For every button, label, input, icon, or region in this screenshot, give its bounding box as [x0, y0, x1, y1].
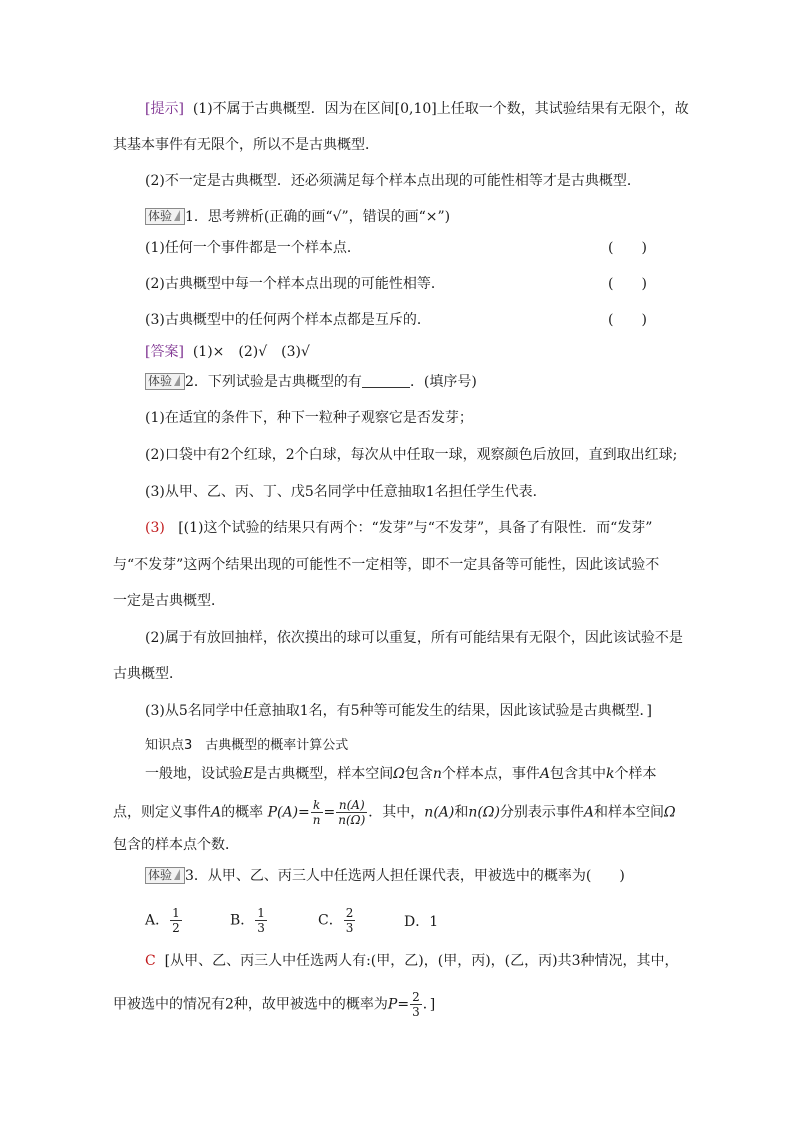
- exercise-2-solution-5: 古典概型．: [113, 666, 183, 682]
- hint-tag: [提示]: [145, 101, 184, 117]
- exercise-2-item-1: (1)在适宜的条件下，种下一粒种子观察它是否发芽；: [145, 410, 473, 426]
- exercise-1-item-1: (1)任何一个事件都是一个样本点．: [145, 240, 361, 256]
- exercise-2-title: 2．下列试验是古典概型的有: [185, 374, 362, 390]
- exercise-1-answer: [145, 342, 310, 362]
- exercise-badge: 体验: [145, 208, 185, 225]
- solution-text: [(1)这个试验的结果只有两个：“发芽”与“不发芽”，具备了有限性．而“发芽”: [178, 520, 653, 536]
- hint-text-1: (1)不属于古典概型．因为在区间[0,10]上任取一个数，其试验结果有无限个，故: [192, 101, 689, 117]
- fraction-k-over-n: $\frac{k}{n}$: [312, 798, 321, 827]
- answer-tag: [答案]: [145, 344, 184, 360]
- hint-line-3: (2)不一定是古典概型．还必须满足每个样本点出现的可能性相等才是古典概型．: [145, 173, 641, 189]
- triangle-icon: [174, 210, 180, 221]
- exercise-2-suffix: ．(填序号): [409, 374, 477, 390]
- exercise-3-solution-2: 甲被选中的情况有2种，故甲被选中的概率为P= $\frac{2}{3}$ ．]: [113, 990, 436, 1019]
- fraction-2-3: $\frac{2}{3}$: [412, 990, 420, 1019]
- answer-key: C: [145, 953, 156, 969]
- formula-intro-line-1: 一般地，设试验E是古典概型，样本空间Ω包含n个样本点，事件A包含其中k个样本: [145, 766, 657, 782]
- exercise-1-title: 1．思考辨析(正确的画“√”，错误的画“×”): [185, 209, 451, 225]
- answer-blank-paren: ( ): [608, 312, 647, 328]
- option-a: A． $\frac{1}{2}$: [145, 906, 180, 935]
- fill-blank: [362, 373, 410, 388]
- exercise-2-solution-4: (2)属于有放回抽样，依次摸出的球可以重复，所有可能结果有无限个，因此该试验不是: [145, 630, 683, 646]
- answer-text: (1)× (2)√ (3)√: [192, 344, 310, 360]
- answer-blank-paren: ( ): [608, 240, 647, 256]
- answer-blank-paren: ( ): [608, 276, 647, 292]
- exercise-3-solution-1: [145, 951, 678, 971]
- exercise-2-title-line: [145, 372, 477, 392]
- exercise-3-title-line: [145, 866, 625, 886]
- exercise-2-item-3: (3)从甲、乙、丙、丁、戊5名同学中任意抽取1名担任学生代表．: [145, 484, 547, 500]
- exercise-2-solution-2: 与“不发芽”这两个结果出现的可能性不一定相等，即不一定具备等可能性，因此该试验不: [113, 557, 660, 573]
- triangle-icon: [174, 869, 180, 880]
- option-d: D．1: [404, 914, 439, 930]
- answer-key: (3): [145, 520, 165, 536]
- hint-line-2: 其基本事件有无限个，所以不是古典概型．: [113, 137, 379, 153]
- triangle-icon: [174, 375, 180, 386]
- fraction-1-3: $\frac{1}{3}$: [257, 906, 265, 935]
- exercise-2-solution-3: 一定是古典概型．: [113, 593, 225, 609]
- exercise-2-solution-6: (3)从5名同学中任意抽取1名，有5种等可能发生的结果，因此该试验是古典概型．]: [145, 703, 653, 719]
- exercise-3-title: 3．从甲、乙、丙三人中任选两人担任课代表，甲被选中的概率为( ): [185, 868, 625, 884]
- formula-line: 点，则定义事件A的概率 P(A)= $\frac{k}{n}$ = $\frac{n(A)}{n(\Omega)}$ ．其中，n(A)和n(Ω)分别表示事件A和样本空间Ω: [113, 798, 676, 827]
- formula-intro-line-3: 包含的样本点个数．: [113, 837, 239, 853]
- exercise-badge: 体验: [145, 373, 185, 390]
- solution-text: [从甲、乙、丙三人中任选两人有:(甲，乙)，(甲，丙)，(乙，丙)共3种情况，其中，: [164, 953, 679, 969]
- exercise-1-item-2: (2)古典概型中每一个样本点出现的可能性相等．: [145, 276, 445, 292]
- fraction-nA-over-nOmega: $\frac{n(A)}{n(\Omega)}$: [338, 798, 366, 827]
- hint-line-1: [145, 99, 689, 119]
- formula-pa: P(A): [267, 804, 299, 821]
- exercise-2-item-2: (2)口袋中有2个红球，2个白球，每次从中任取一球，观察颜色后放回，直到取出红球;: [145, 447, 678, 463]
- exercise-1-item-3: (3)古典概型中的任何两个样本点都是互斥的．: [145, 312, 431, 328]
- knowledge-point-heading: 知识点3 古典概型的概率计算公式: [145, 738, 349, 753]
- exercise-badge: 体验: [145, 867, 185, 884]
- exercise-2-solution-1: [145, 518, 652, 538]
- fraction-1-2: $\frac{1}{2}$: [172, 906, 180, 935]
- option-c: C． $\frac{2}{3}$: [318, 906, 354, 935]
- fraction-2-3: $\frac{2}{3}$: [345, 906, 354, 935]
- exercise-1-title-line: [145, 207, 450, 227]
- option-b: B． $\frac{1}{3}$: [230, 906, 265, 935]
